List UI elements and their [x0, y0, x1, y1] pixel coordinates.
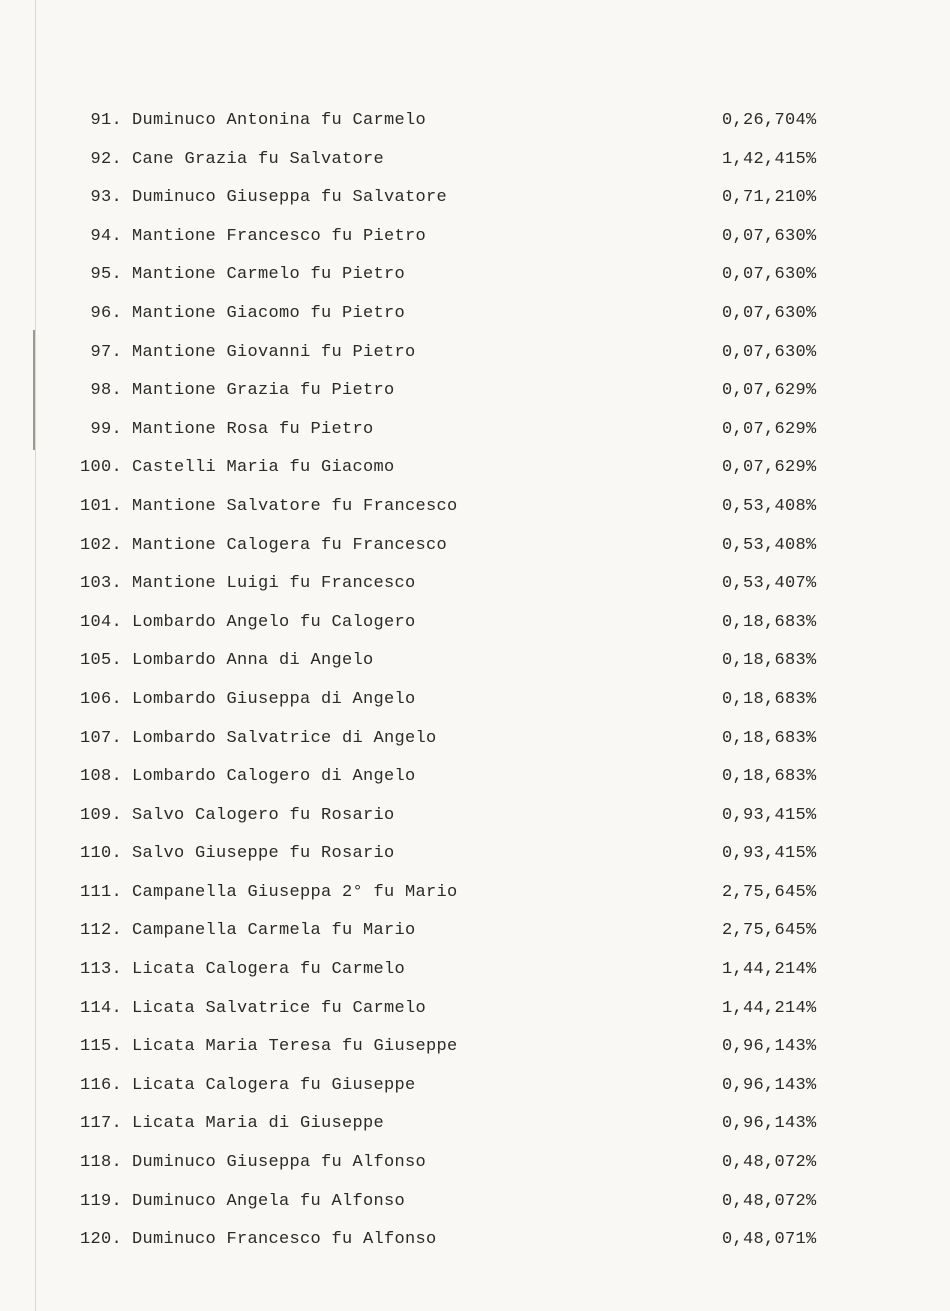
list-item: [0, 684, 950, 723]
entry-number: 92.: [90, 149, 122, 169]
list-item: [0, 723, 950, 762]
entry-name: Licata Calogera fu Carmelo: [132, 960, 406, 980]
entry-number: 107.: [79, 728, 122, 748]
entry-name: Duminuco Angela fu Alfonso: [132, 1191, 406, 1211]
entry-share: 0,26,704%: [722, 111, 817, 130]
entry-share: 0,53,408%: [722, 535, 817, 555]
list-item: [0, 1224, 950, 1263]
list-item: [0, 607, 950, 646]
entry-share: 0,07,630%: [722, 342, 817, 362]
entry-number: 116.: [79, 1075, 122, 1095]
entry-number: 93.: [90, 188, 122, 208]
entry-number: 118.: [79, 1153, 122, 1173]
entry-share: 2,75,645%: [722, 921, 817, 941]
entry-share: 0,07,630%: [722, 303, 817, 323]
list-item: [0, 144, 950, 183]
list-item: [0, 298, 950, 337]
entry-share: 0,07,629%: [722, 381, 817, 401]
entry-share: 0,96,143%: [722, 1114, 817, 1134]
entry-share: 0,93,415%: [722, 844, 817, 864]
list-item: [0, 838, 950, 877]
list-item: [0, 1031, 950, 1070]
entry-share: 0,93,415%: [722, 805, 817, 825]
entry-number: 97.: [90, 342, 122, 362]
entry-number: 91.: [90, 111, 122, 130]
entry-name: Licata Calogera fu Giuseppe: [132, 1075, 416, 1095]
entry-share: 0,18,683%: [722, 612, 817, 632]
entry-number: 99.: [90, 419, 122, 439]
entry-name: Lombardo Anna di Angelo: [132, 651, 374, 671]
entry-share: 0,96,143%: [722, 1075, 817, 1095]
entry-name: Mantione Luigi fu Francesco: [132, 574, 416, 594]
list-item: [0, 221, 950, 260]
entry-number: 109.: [79, 805, 122, 825]
entry-name: Cane Grazia fu Salvatore: [132, 149, 385, 169]
entry-number: 113.: [79, 960, 122, 980]
list-item: [0, 915, 950, 954]
list-item: [0, 761, 950, 800]
entry-number: 120.: [79, 1230, 122, 1250]
entry-number: 108.: [79, 767, 122, 787]
entry-share: 0,07,630%: [722, 226, 817, 246]
list-item: [0, 877, 950, 916]
list-item: [0, 1070, 950, 1109]
entry-name: Mantione Carmelo fu Pietro: [132, 265, 406, 285]
entry-name: Duminuco Giuseppa fu Alfonso: [132, 1153, 427, 1173]
list-item: [0, 182, 950, 221]
entry-share: 1,44,214%: [722, 960, 817, 980]
entry-name: Castelli Maria fu Giacomo: [132, 458, 395, 478]
entry-number: 94.: [90, 226, 122, 246]
entry-name: Mantione Francesco fu Pietro: [132, 226, 427, 246]
entry-share: 0,18,683%: [722, 689, 817, 709]
list-item: [0, 375, 950, 414]
entry-share: 0,18,683%: [722, 728, 817, 748]
entry-name: Licata Maria di Giuseppe: [132, 1114, 385, 1134]
list-item: [0, 105, 950, 144]
entry-name: Lombardo Calogero di Angelo: [132, 767, 416, 787]
list-item: [0, 452, 950, 491]
heirs-list: [0, 105, 950, 1263]
entry-name: Duminuco Francesco fu Alfonso: [132, 1230, 437, 1250]
entry-number: 105.: [79, 651, 122, 671]
entry-number: 104.: [79, 612, 122, 632]
entry-number: 114.: [79, 998, 122, 1018]
entry-share: 0,48,071%: [722, 1230, 817, 1250]
entry-share: 0,07,629%: [722, 419, 817, 439]
entry-number: 110.: [79, 844, 122, 864]
entry-share: 0,18,683%: [722, 767, 817, 787]
entry-share: 0,96,143%: [722, 1037, 817, 1057]
entry-name: Licata Maria Teresa fu Giuseppe: [132, 1037, 458, 1057]
entry-name: Mantione Calogera fu Francesco: [132, 535, 448, 555]
entry-share: 0,18,683%: [722, 651, 817, 671]
entry-name: Lombardo Giuseppa di Angelo: [132, 689, 416, 709]
entry-name: Mantione Giovanni fu Pietro: [132, 342, 416, 362]
entry-name: Mantione Salvatore fu Francesco: [132, 496, 458, 516]
entry-name: Campanella Carmela fu Mario: [132, 921, 416, 941]
list-item: [0, 259, 950, 298]
entry-name: Mantione Giacomo fu Pietro: [132, 303, 406, 323]
entry-share: 1,44,214%: [722, 998, 817, 1018]
entry-number: 112.: [79, 921, 122, 941]
entry-share: 0,07,629%: [722, 458, 817, 478]
list-item: [0, 491, 950, 530]
entry-share: 0,48,072%: [722, 1153, 817, 1173]
list-item: [0, 530, 950, 569]
list-item: [0, 337, 950, 376]
entry-name: Duminuco Antonina fu Carmelo: [132, 111, 427, 130]
entry-name: Lombardo Angelo fu Calogero: [132, 612, 416, 632]
entry-share: 0,53,407%: [722, 574, 817, 594]
entry-number: 96.: [90, 303, 122, 323]
list-item: [0, 1186, 950, 1225]
entry-number: 100.: [79, 458, 122, 478]
entry-number: 111.: [79, 882, 122, 902]
entry-share: 0,71,210%: [722, 188, 817, 208]
entry-number: 115.: [79, 1037, 122, 1057]
entry-share: 2,75,645%: [722, 882, 817, 902]
list-item: [0, 800, 950, 839]
entry-number: 119.: [79, 1191, 122, 1211]
entry-number: 103.: [79, 574, 122, 594]
entry-share: 0,48,072%: [722, 1191, 817, 1211]
list-item: [0, 993, 950, 1032]
list-item: [0, 1147, 950, 1186]
entry-number: 106.: [79, 689, 122, 709]
list-item: [0, 414, 950, 453]
entry-number: 101.: [79, 496, 122, 516]
entry-name: Lombardo Salvatrice di Angelo: [132, 728, 437, 748]
entry-share: 1,42,415%: [722, 149, 817, 169]
entry-name: Duminuco Giuseppa fu Salvatore: [132, 188, 448, 208]
entry-number: 95.: [90, 265, 122, 285]
entry-number: 102.: [79, 535, 122, 555]
entry-name: Mantione Rosa fu Pietro: [132, 419, 374, 439]
entry-name: Mantione Grazia fu Pietro: [132, 381, 395, 401]
list-item: [0, 568, 950, 607]
entry-share: 0,53,408%: [722, 496, 817, 516]
list-item: [0, 645, 950, 684]
entry-number: 98.: [90, 381, 122, 401]
entry-name: Salvo Calogero fu Rosario: [132, 805, 395, 825]
entry-name: Campanella Giuseppa 2° fu Mario: [132, 882, 458, 902]
entry-share: 0,07,630%: [722, 265, 817, 285]
entry-name: Salvo Giuseppe fu Rosario: [132, 844, 395, 864]
list-item: [0, 954, 950, 993]
entry-number: 117.: [79, 1114, 122, 1134]
entry-name: Licata Salvatrice fu Carmelo: [132, 998, 427, 1018]
list-item: [0, 1108, 950, 1147]
